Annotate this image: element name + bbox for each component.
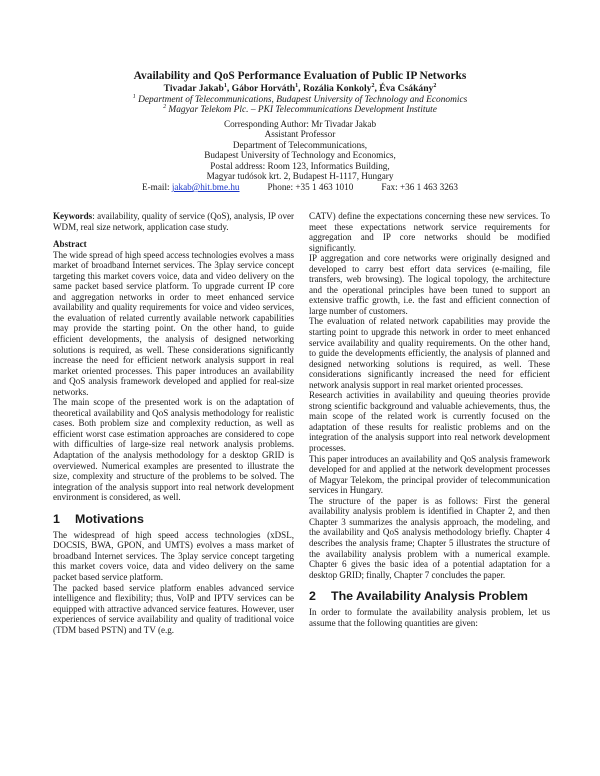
author-affiliation-mark: 2 <box>433 82 437 89</box>
body-paragraph: Research activities in availability and queuing theories provide strong scientific background and valuable achievements, thus, the main scope of the related work is currently focused on the adaptation of these results for realistic problems and on the integration of the analysis support into real network development processes. <box>309 390 550 454</box>
contact-line: Assistant Professor <box>264 129 336 140</box>
body-paragraph: This paper introduces an availability and QoS analysis framework developed for and applied at the network development processes of Magyar Telekom, the principal provider of telecommunication services in Hungary. <box>309 453 550 496</box>
paper-title: Availability and QoS Performance Evaluation of Public IP Networks <box>133 70 467 82</box>
author-list: Tivadar Jakab$^1$, Gábor Horváth$^1$, Rozália Konkoly$^2$, Éva Csákány$^2$ <box>163 82 437 94</box>
body-paragraph: The structure of the paper is as follows: First the general availability analysis problem is identified in Chapter 2, and then Chapter 3 summarizes the analysis approach, the modeling, and the availability and QoS analysis methodology briefly. Chapter 4 describes the analysis frame; Chapter 5 illustrates the structure of the availability analysis problem with a numerical example. Chapter 6 gives the basic idea of a potential adaptation for a desktop GRID; finally, Chapter 7 concludes the paper. <box>309 495 550 580</box>
email-link[interactable]: jakab@hit.bme.hu <box>171 182 240 193</box>
body-paragraph: The widespread of high speed access technologies (xDSL, DOCSIS, BWA, GPON, and UMTS) evolves a mass market of broadband Internet services. The 3play service concept targeting this market covers voice, data and video delivery on the same packet based service platform. <box>53 529 294 582</box>
author-affiliation-mark: 1 <box>223 82 227 89</box>
contact-row <box>0 182 600 193</box>
phone-number: Phone: +35 1 463 1010 <box>267 182 354 193</box>
section-heading-motivations <box>53 512 294 526</box>
author-name: Rozália Konkoly <box>302 83 372 94</box>
abstract-heading: Abstract <box>53 239 87 250</box>
left-column <box>53 211 294 635</box>
contact-line: Corresponding Author: Mr Tivadar Jakab <box>223 118 377 129</box>
contact-block <box>0 119 600 193</box>
author-name: Éva Csákány <box>379 83 434 94</box>
section-number: 1 <box>53 511 60 526</box>
body-paragraph: The evaluation of related network capabilities may provide the starting point to upgrade this network in order to meet enhanced service availability and quality requirements. On the other hand, to guide the developments efficiently, the analysis of planned and designed networking solutions is required, as well. These considerations significantly increased the need for efficient network analysis support in real market oriented processes. <box>309 316 550 390</box>
section-heading-availability-analysis-problem <box>309 589 550 603</box>
contact-line: Department of Telecommunications, <box>232 139 368 150</box>
paper-header <box>0 70 600 193</box>
body-paragraph: The packed based service platform enables advanced service intelligence and flexibility; thus, VoIP and IPTV services can be equipped with attractive advanced service features. However, user experiences of service availability and quality of traditional voice (TDM based PSTN) and TV (e.g. <box>53 582 294 635</box>
fax-number: Fax: +36 1 463 3263 <box>381 182 458 193</box>
contact-line: Postal address: Room 123, Informatics Building, <box>210 160 390 171</box>
keywords-text: : availability, quality of service (QoS), analysis, IP over WDM, real size network, application case study. <box>53 211 294 232</box>
email-field: E-mail: jakab@hit.bme.hu <box>142 182 240 193</box>
author-name: Gábor Horváth <box>231 83 296 94</box>
abstract-paragraph: The wide spread of high speed access technologies evolves a mass market of broadband Internet services. The 3play service concept targeting this market covers voice, data and video delivery on the same packet based service platform. To upgrade current IP core and aggregation networks in order to meet enhanced service availability and quality requirements for voice and video services, the evaluation of related currently available network capabilities may provide the starting point. On the other hand, to guide efficient developments, the analysis of designed networking solutions is required, as well. These considerations significantly increase the need for efficient network analysis support in real market oriented processes. This paper introduces an availability and QoS analysis framework developed and applied for real-size networks. <box>53 249 294 397</box>
section-title: Motivations <box>75 511 144 526</box>
section-title: The Availability Analysis Problem <box>331 589 528 604</box>
contact-line: Budapest University of Technology and Economics, <box>204 150 396 161</box>
contact-line: Magyar tudósok krt. 2, Budapest H-1117, Hungary <box>206 171 394 182</box>
keywords <box>53 211 294 232</box>
right-column <box>309 211 550 628</box>
body-paragraph: In order to formulate the availability analysis problem, let us assume that the following quantities are given: <box>309 607 550 628</box>
affiliation-1: $^1$ Department of Telecommunications, Budapest University of Technology and Economics <box>132 93 468 105</box>
author-name: Tivadar Jakab <box>163 83 224 94</box>
section-number: 2 <box>309 589 316 604</box>
body-paragraph: CATV) define the expectations concerning these new services. To meet these expectations network service requirements for aggregation and IP core networks should be modified significantly. <box>309 211 550 253</box>
author-affiliation-mark: 1 <box>295 82 299 89</box>
keywords-label: Keywords <box>53 211 93 221</box>
author-affiliation-mark: 2 <box>371 82 375 89</box>
affiliation-2: $^2$ Magyar Telekom Plc. – PKI Telecommunications Development Institute <box>163 103 437 115</box>
body-paragraph: IP aggregation and core networks were originally designed and developed to carry best effort data services (e-mailing, file transfers, web browsing). The logical topology, the architecture and the operational principles have been tuned to support an extensive traffic growth, i.e. the fast and efficient connection of large number of customers. <box>309 253 550 316</box>
abstract-paragraph: The main scope of the presented work is on the adaptation of theoretical availability and QoS analysis methodology for realistic cases. Both problem size and complexity reduction, as well as efficient worst case estimation approaches are considered to cope with difficulties of large-size real network analysis problems. Adaptation of the analysis methodology for a desktop GRID is overviewed. Numerical examples are presented to illustrate the size, complexity and structure of the problems to be solved. The integration of the analysis support into real network development environment is considered, as well. <box>53 397 294 503</box>
